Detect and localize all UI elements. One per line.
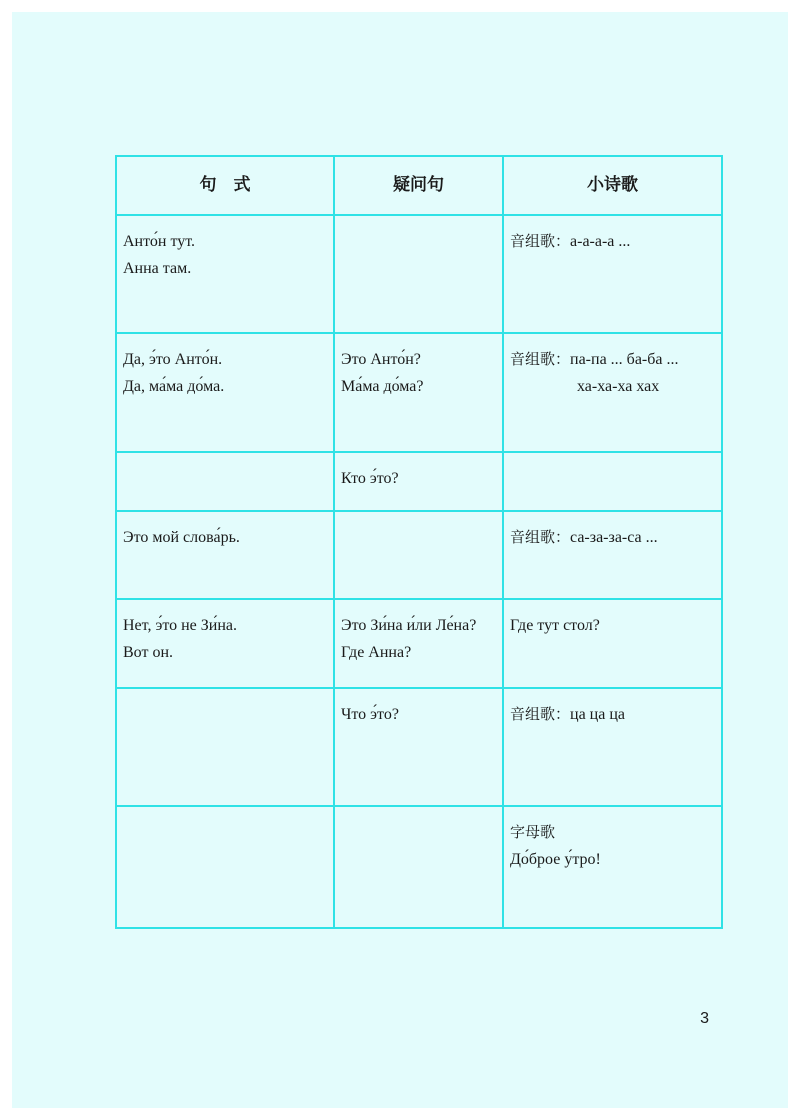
pattern-cell	[116, 599, 334, 688]
pattern-line: Анто́н тут.	[123, 233, 196, 250]
table-row	[116, 452, 722, 511]
question-line: Что э́то?	[341, 706, 399, 723]
poem-line	[510, 701, 715, 728]
question-line: Ма́ма до́ма?	[341, 378, 424, 395]
poem-cell	[503, 452, 722, 511]
poem-label: 音组歌：	[510, 705, 571, 723]
poem-label: 字母歌	[510, 823, 556, 841]
poem-text: са-за-за-са ...	[570, 529, 658, 546]
pattern-cell	[116, 215, 334, 333]
table-row	[116, 688, 722, 806]
poem-cell	[503, 806, 722, 928]
poem-line: Где тут стол?	[510, 617, 600, 634]
header-sentence-pattern: 句 式	[116, 156, 334, 215]
poem-line: ха-ха-ха хах	[577, 378, 660, 395]
question-cell	[334, 688, 503, 806]
poem-label: 音组歌：	[510, 350, 571, 368]
pattern-line: Анна там.	[123, 260, 192, 277]
pattern-cell	[116, 452, 334, 511]
question-cell	[334, 511, 503, 599]
table-row	[116, 599, 722, 688]
pattern-cell	[116, 806, 334, 928]
poem-cell	[503, 511, 722, 599]
header-poem: 小诗歌	[503, 156, 722, 215]
poem-text: па-па ... ба-ба ...	[570, 351, 679, 368]
page	[12, 12, 788, 1108]
pattern-line: Вот он.	[123, 644, 174, 661]
pattern-line: Да, ма́ма до́ма.	[123, 378, 225, 395]
question-line: Где Анна?	[341, 644, 412, 661]
pattern-line: Нет, э́то не Зи́на.	[123, 617, 237, 634]
poem-cell	[503, 599, 722, 688]
question-cell	[334, 333, 503, 452]
poem-label: 音组歌：	[510, 232, 571, 250]
lesson-table	[115, 155, 723, 929]
pattern-line: Да, э́то Анто́н.	[123, 351, 223, 368]
table-row	[116, 333, 722, 452]
table-row	[116, 511, 722, 599]
question-cell	[334, 599, 503, 688]
header-question: 疑问句	[334, 156, 503, 215]
poem-cell	[503, 333, 722, 452]
pattern-cell	[116, 333, 334, 452]
poem-line	[510, 228, 715, 255]
poem-cell	[503, 688, 722, 806]
page-number: 3	[700, 1010, 709, 1027]
pattern-cell	[116, 511, 334, 599]
header-row	[116, 156, 722, 215]
poem-line	[510, 524, 715, 551]
question-line: Это Зи́на и́ли Ле́на?	[341, 617, 477, 634]
poem-cell	[503, 215, 722, 333]
table-row	[116, 806, 722, 928]
pattern-cell	[116, 688, 334, 806]
poem-text: а-а-а-а ...	[570, 233, 631, 250]
poem-line: До́брое у́тро!	[510, 851, 601, 868]
question-line: Кто э́то?	[341, 470, 399, 487]
table-row	[116, 215, 722, 333]
poem-text: ца ца ца	[570, 706, 626, 723]
question-cell	[334, 215, 503, 333]
pattern-line: Это мой слова́рь.	[123, 529, 240, 546]
poem-line	[510, 346, 715, 373]
question-line: Это Анто́н?	[341, 351, 421, 368]
poem-label: 音组歌：	[510, 528, 571, 546]
question-cell	[334, 452, 503, 511]
question-cell	[334, 806, 503, 928]
